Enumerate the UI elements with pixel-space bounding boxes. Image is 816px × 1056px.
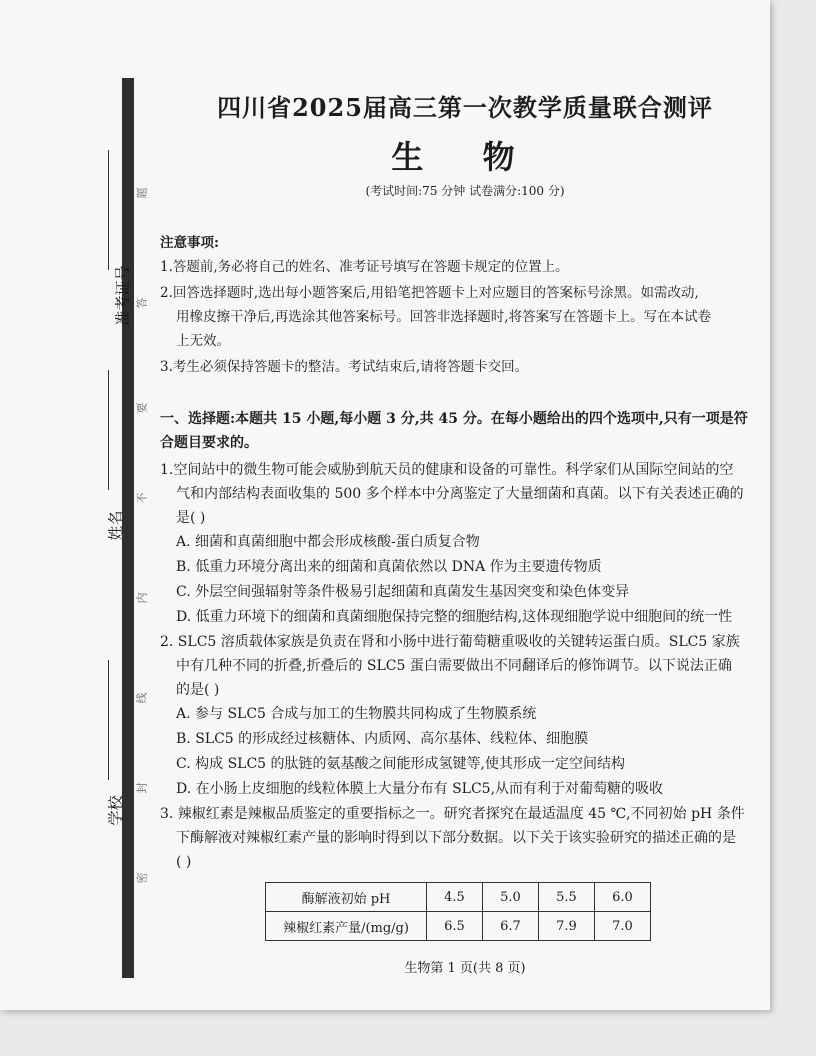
question-3-stem: 3. 辣椒红素是辣椒品质鉴定的重要指标之一。研究者探究在最适温度 45 ℃,不同初始 pH 条件 xyxy=(160,806,745,822)
section-heading: 一、选择题:本题共 15 小题,每小题 3 分,共 45 分。在每小题给出的四个选项中,只有一项是符 xyxy=(160,411,748,427)
notice-item: 1.答题前,务必将自己的姓名、准考证号填写在答题卡规定的位置上。 xyxy=(160,259,569,275)
table-cell: 5.5 xyxy=(539,883,595,912)
question-3-stem: ( ) xyxy=(176,854,192,870)
seal-char: 内 xyxy=(135,592,149,604)
question-1-stem: 气和内部结构表面收集的 500 多个样本中分离鉴定了大量细菌和真菌。以下有关表述正确的 xyxy=(176,486,744,502)
notice-item: 上无效。 xyxy=(176,333,230,349)
question-1-option-d: D. 低重力环境下的细菌和真菌细胞保持完整的细胞结构,这体现细胞学说中细胞间的统一性 xyxy=(176,609,733,625)
table-cell: 7.0 xyxy=(595,912,651,941)
school-field-line xyxy=(108,660,109,780)
school-label: 学校 xyxy=(106,795,125,826)
question-2-stem: 2. SLC5 溶质载体家族是负责在肾和小肠中进行葡萄糖重吸收的关键转运蛋白质。SLC5 家族 xyxy=(160,634,740,650)
page-footer: 生物第 1 页(共 8 页) xyxy=(404,961,526,976)
table-cell: 6.5 xyxy=(427,912,483,941)
notice-item: 2.回答选择题时,选出每小题答案后,用铅笔把答题卡上对应题目的答案标号涂黑。如需改动, xyxy=(160,285,699,301)
subject-title: 生 物 xyxy=(391,138,539,176)
question-1-option-a: A. 细菌和真菌细胞中都会形成核酸-蛋白质复合物 xyxy=(176,534,480,550)
table-cell: 5.0 xyxy=(483,883,539,912)
table-row xyxy=(266,883,651,912)
table-header-cell: 酶解液初始 pH xyxy=(266,883,427,912)
seal-char: 要 xyxy=(135,402,149,414)
question-2-option-a: A. 参与 SLC5 合成与加工的生物膜共同构成了生物膜系统 xyxy=(176,706,537,722)
question-1-stem: 1.空间站中的微生物可能会威胁到航天员的健康和设备的可靠性。科学家们从国际空间站的空 xyxy=(160,462,734,478)
section-heading: 合题目要求的。 xyxy=(160,435,258,451)
exam-title: 四川省2025届高三第一次教学质量联合测评 xyxy=(217,93,713,122)
notice-heading: 注意事项: xyxy=(160,235,219,251)
question-1-stem: 是( ) xyxy=(176,510,206,526)
question-2-stem: 的是( ) xyxy=(176,682,220,698)
question-1-option-c: C. 外层空间强辐射等条件极易引起细菌和真菌发生基因突变和染色体变异 xyxy=(176,584,630,600)
table-cell: 4.5 xyxy=(427,883,483,912)
question-2-option-c: C. 构成 SLC5 的肽链的氨基酸之间能形成氢键等,使其形成一定空间结构 xyxy=(176,756,625,772)
seal-char: 封 xyxy=(135,782,149,794)
table-cell: 6.0 xyxy=(595,883,651,912)
table-row xyxy=(266,912,651,941)
seal-char: 不 xyxy=(135,492,149,504)
seal-char: 密 xyxy=(135,872,149,884)
question-2-stem: 中有几种不同的折叠,折叠后的 SLC5 蛋白需要做出不同翻译后的修饰调节。以下说法正确 xyxy=(176,658,732,674)
ph-data-table xyxy=(265,882,651,941)
seal-char: 题 xyxy=(135,187,149,199)
name-label: 姓名 xyxy=(106,510,125,541)
question-3-stem: 下酶解液对辣椒红素产量的影响时得到以下部分数据。以下关于该实验研究的描述正确的是 xyxy=(176,830,736,846)
seal-char: 线 xyxy=(135,692,149,704)
notice-item: 用橡皮擦干净后,再选涂其他答案标号。回答非选择题时,将答案写在答题卡上。写在本试卷 xyxy=(176,309,712,325)
name-field-line xyxy=(108,370,109,490)
question-2-option-b: B. SLC5 的形成经过核糖体、内质网、高尔基体、线粒体、细胞膜 xyxy=(176,731,589,747)
notice-item: 3.考生必须保持答题卡的整洁。考试结束后,请将答题卡交回。 xyxy=(160,359,529,375)
question-1-option-b: B. 低重力环境分离出来的细菌和真菌依然以 DNA 作为主要遗传物质 xyxy=(176,559,602,575)
exam-info: (考试时间:75 分钟 试卷满分:100 分) xyxy=(365,184,565,198)
id-label: 准考证号 xyxy=(113,265,132,326)
seal-char: 答 xyxy=(135,297,149,309)
table-cell: 6.7 xyxy=(483,912,539,941)
id-field-line xyxy=(108,150,109,270)
table-cell: 7.9 xyxy=(539,912,595,941)
table-header-cell: 辣椒红素产量/(mg/g) xyxy=(266,912,427,941)
question-2-option-d: D. 在小肠上皮细胞的线粒体膜上大量分布有 SLC5,从而有利于对葡萄糖的吸收 xyxy=(176,781,664,797)
